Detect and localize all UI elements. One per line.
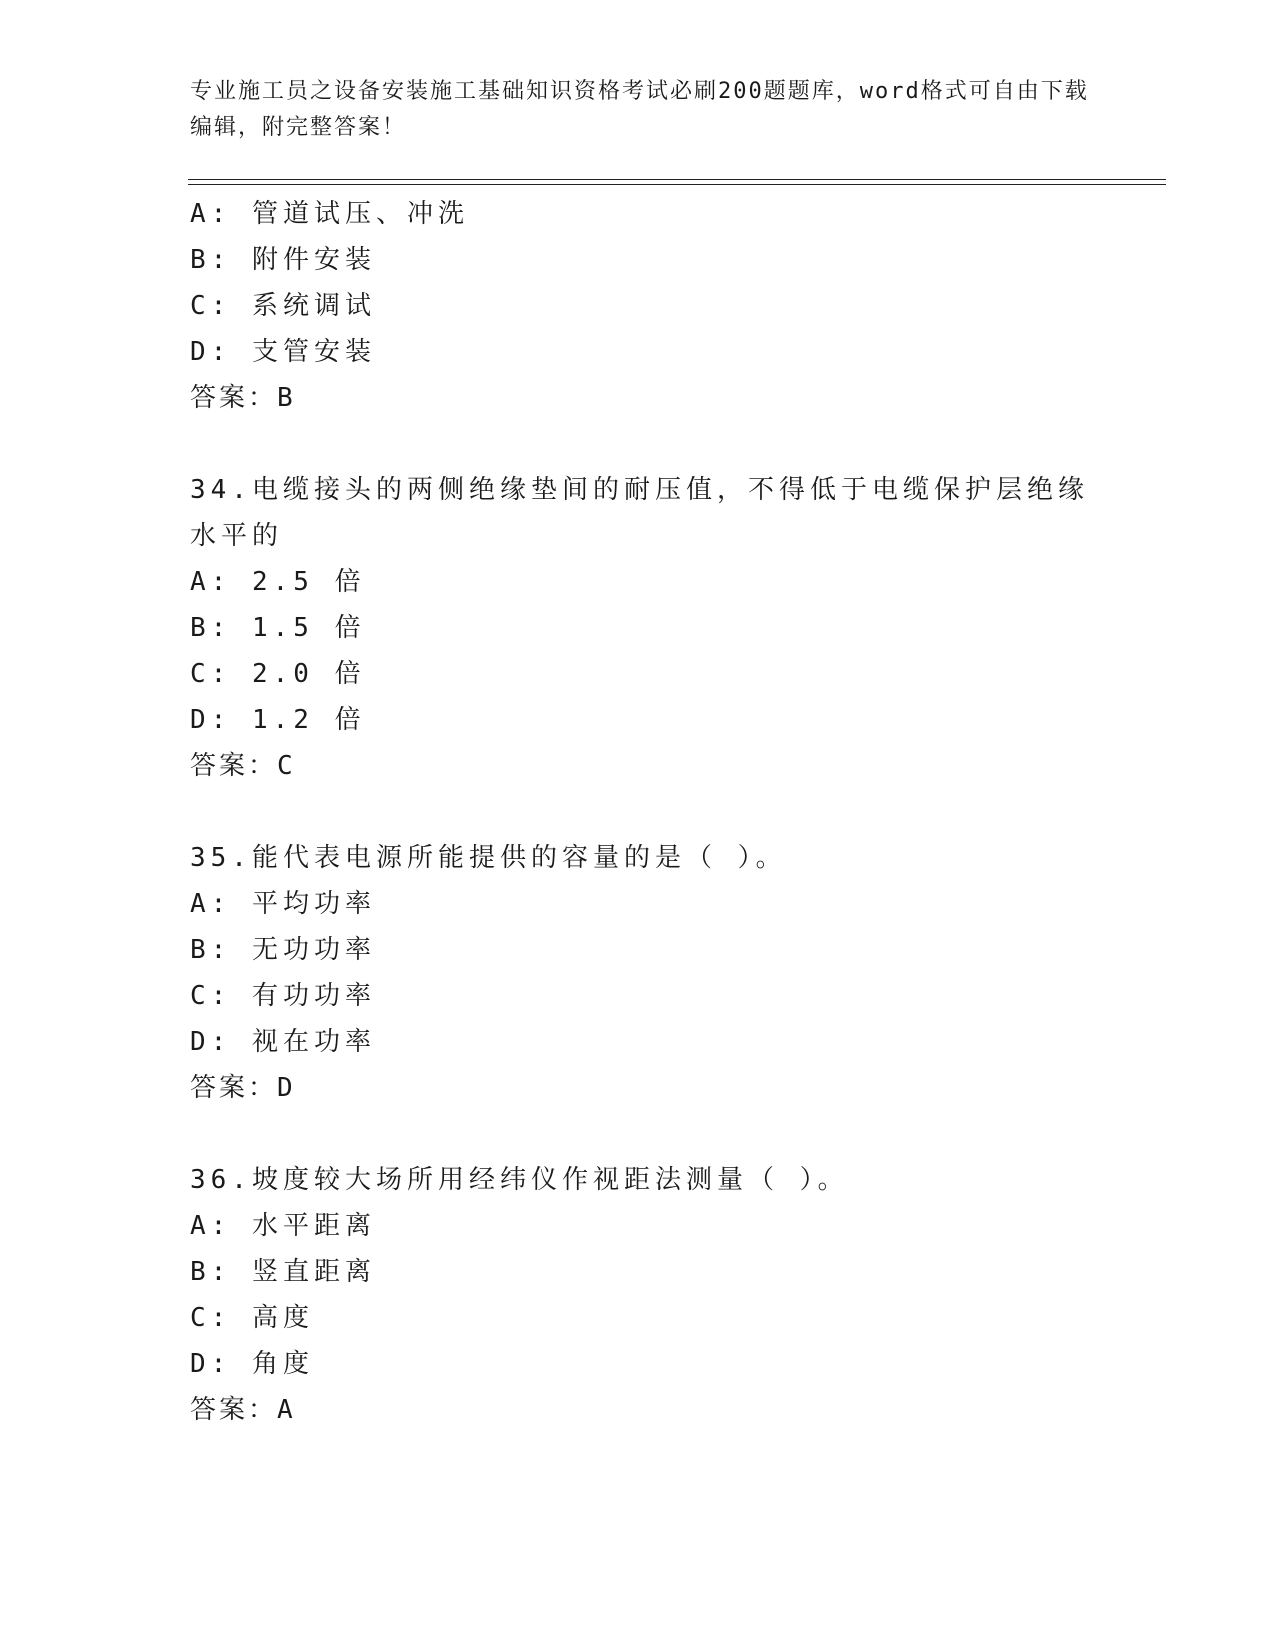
question-stem: 36.坡度较大场所用经纬仪作视距法测量（ ）。 — [190, 1165, 849, 1195]
question-list — [190, 191, 1150, 1433]
spacer — [190, 421, 1150, 467]
option-c: C: 2.0 倍 — [190, 659, 366, 689]
option-c: C: 高度 — [190, 1303, 314, 1333]
header-divider-top — [188, 179, 1166, 180]
option-c: C: 有功功率 — [190, 981, 376, 1011]
option-a: A: 水平距离 — [190, 1211, 376, 1241]
option-d: D: 角度 — [190, 1349, 314, 1379]
question-stem: 35.能代表电源所能提供的容量的是（ ）。 — [190, 843, 787, 873]
spacer — [190, 1111, 1150, 1157]
option-b: B: 附件安装 — [190, 245, 376, 275]
question-34 — [190, 467, 1150, 789]
question-33-continued — [190, 191, 1150, 421]
question-35 — [190, 835, 1150, 1111]
option-d: D: 1.2 倍 — [190, 705, 366, 735]
document-header: 专业施工员之设备安装施工基础知识资格考试必刷200题题库，word格式可自由下载编辑，附完整答案！ — [190, 79, 1089, 140]
option-a: A: 2.5 倍 — [190, 567, 366, 597]
option-d: D: 视在功率 — [190, 1027, 376, 1057]
spacer — [190, 789, 1150, 835]
option-b: B: 竖直距离 — [190, 1257, 376, 1287]
answer-line: 答案：A — [190, 1395, 296, 1425]
option-d: D: 支管安装 — [190, 337, 376, 367]
header-divider-bottom — [188, 184, 1166, 185]
option-a: A: 平均功率 — [190, 889, 376, 919]
answer-line: 答案：C — [190, 751, 296, 781]
option-a: A: 管道试压、冲洗 — [190, 199, 469, 229]
answer-line: 答案：D — [190, 1073, 296, 1103]
option-c: C: 系统调试 — [190, 291, 376, 321]
answer-line: 答案：B — [190, 383, 296, 413]
question-36 — [190, 1157, 1150, 1433]
option-b: B: 1.5 倍 — [190, 613, 366, 643]
option-b: B: 无功功率 — [190, 935, 376, 965]
question-stem: 34.电缆接头的两侧绝缘垫间的耐压值，不得低于电缆保护层绝缘水平的 — [190, 475, 1089, 551]
